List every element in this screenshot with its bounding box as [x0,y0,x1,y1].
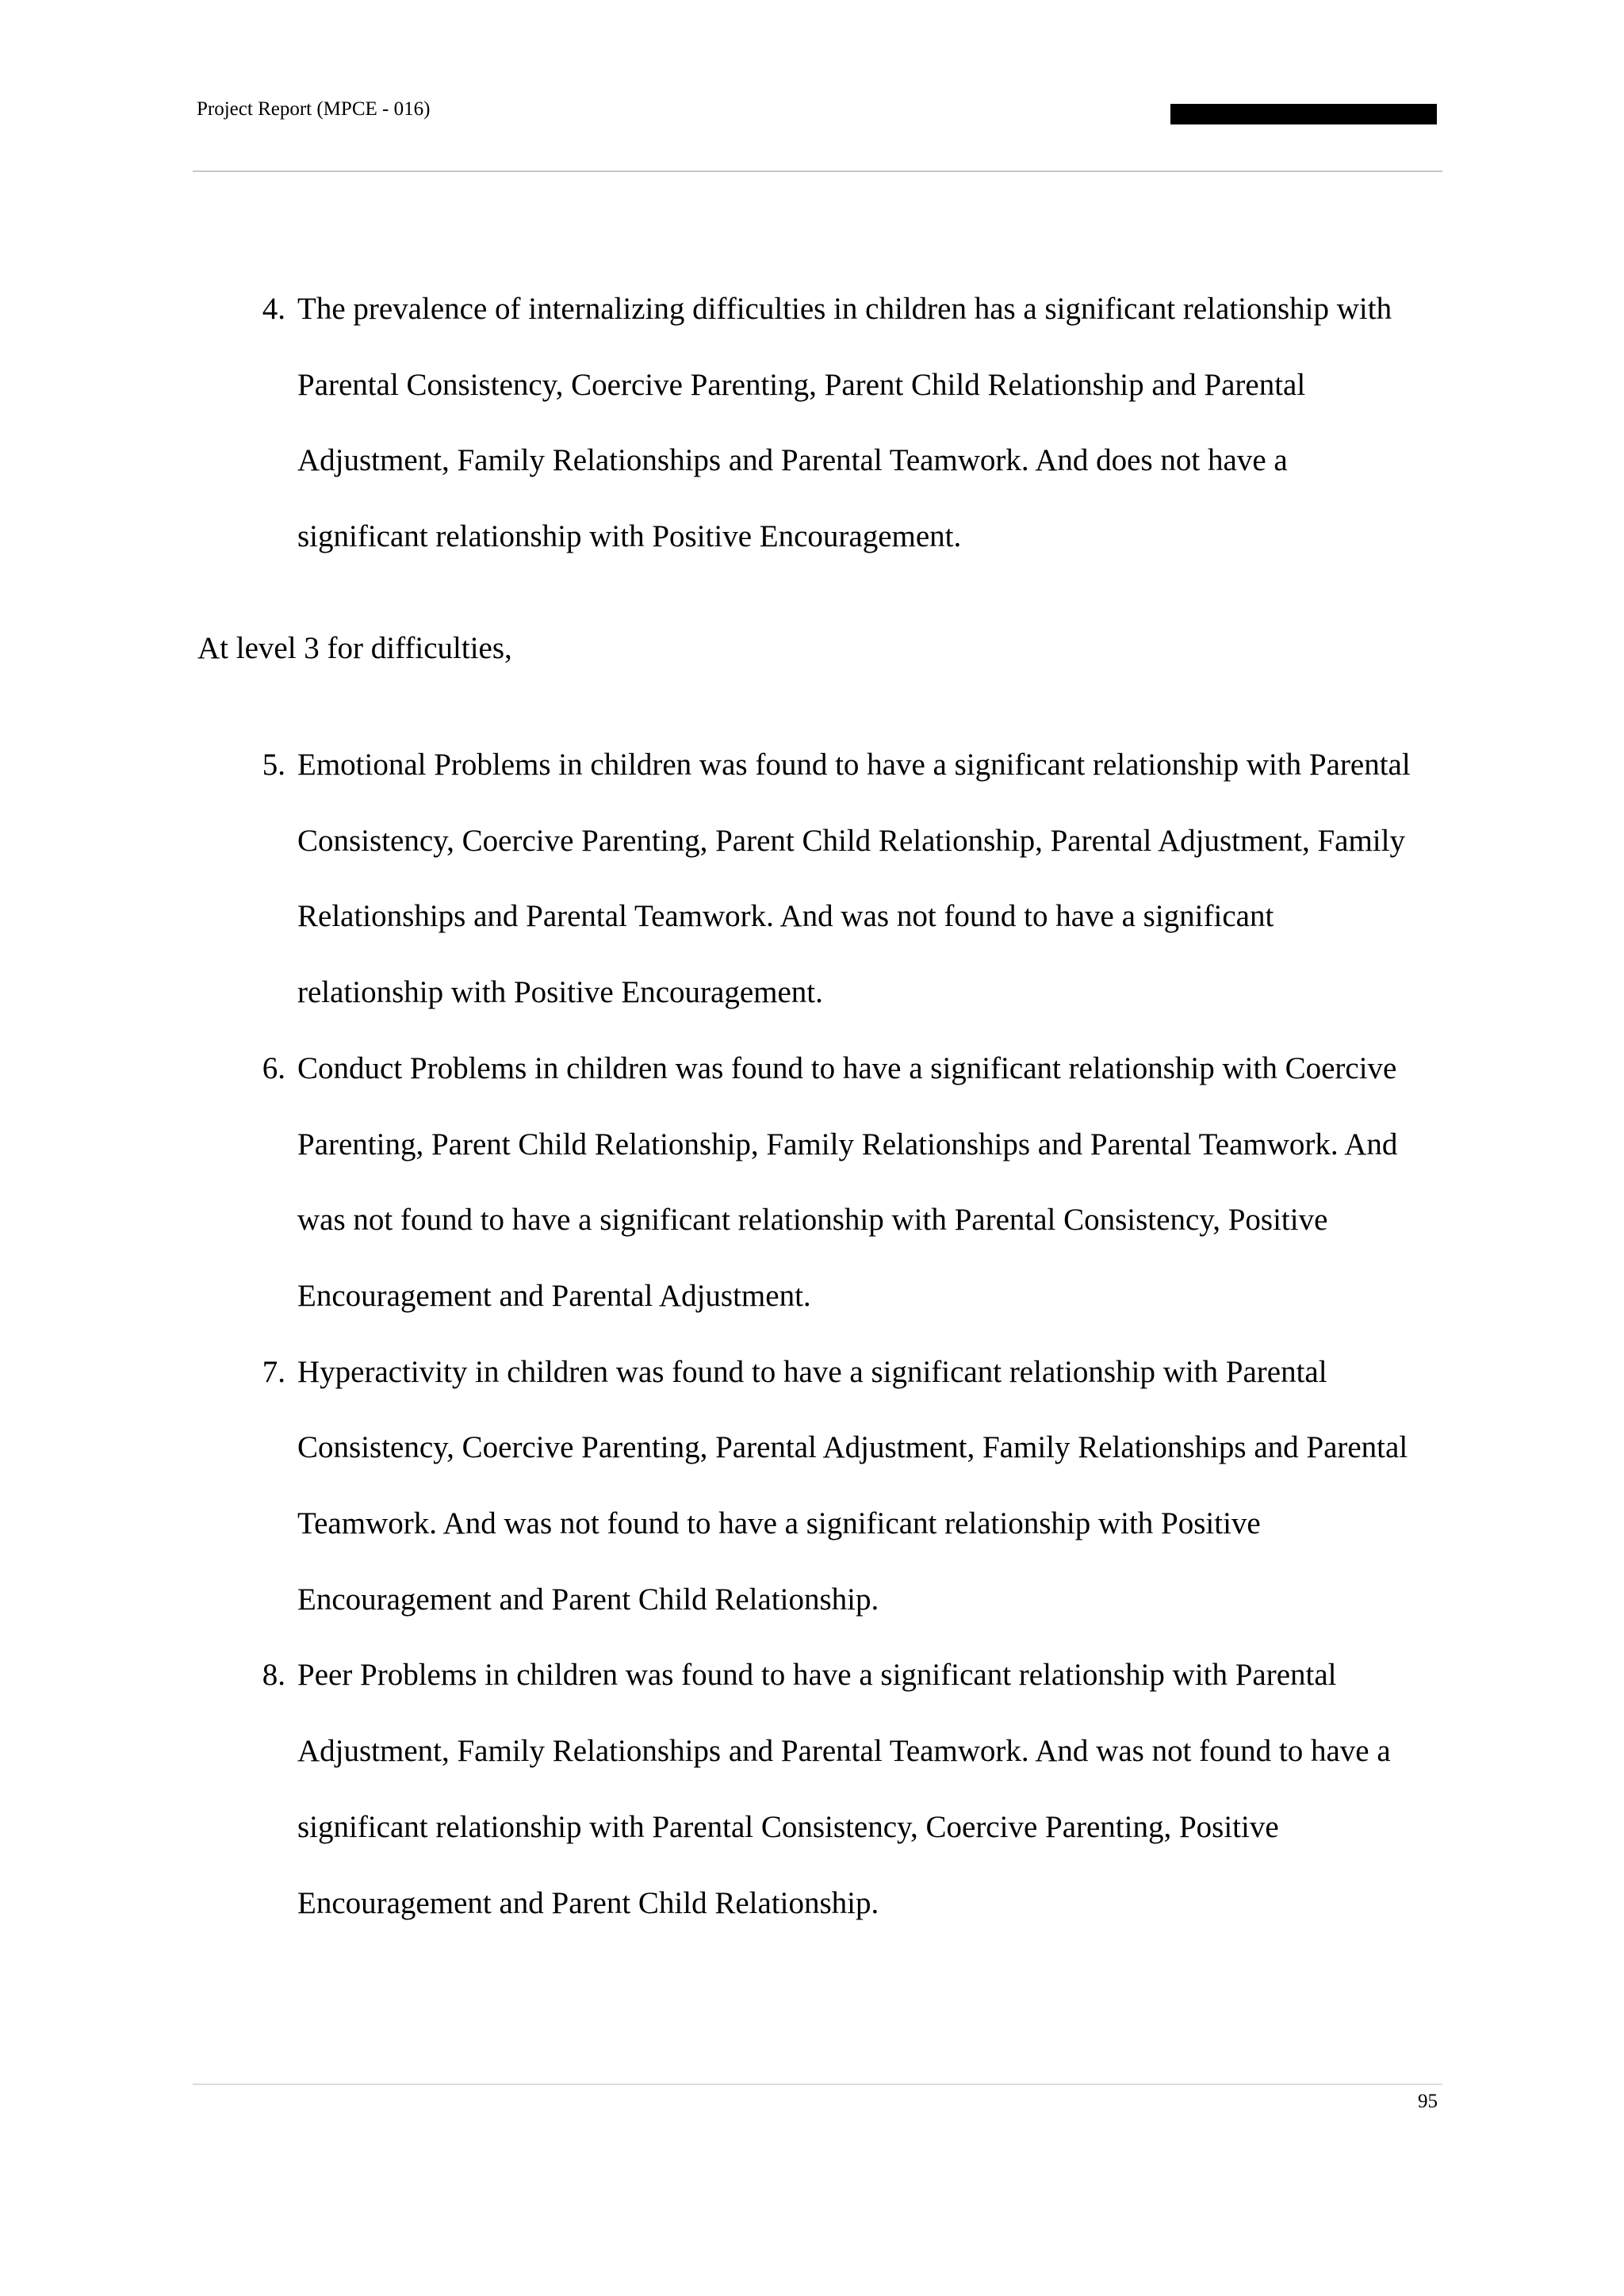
list-item-text: Emotional Problems in children was found to have a significant relationship with Parental Consistency, Coercive Parenting, Parent Child Relationship, Parental Adjustment, Family Relationships and Parental Teamwork. And was not found to have a significant relationship with Positive Encouragement. [297,748,1411,1010]
list-item [262,727,1415,1031]
level-3-intro-paragraph: At level 3 for difficulties, [197,631,512,665]
footer-divider [193,2084,1442,2085]
list-item-number: 5. [262,748,285,782]
list-item-text: Peer Problems in children was found to have a significant relationship with Parental Adjustment, Family Relationships and Parental Teamwork. And was not found to have a significant relationship with Parental Consistency, Coercive Parenting, Positive Encouragement and Parent Child Relationship. [297,1658,1391,1920]
findings-list-part-2 [262,727,1415,1941]
list-item-number: 7. [262,1354,285,1389]
list-item-text: The prevalence of internalizing difficulties in children has a significant relationship with Parental Consistency, Coercive Parenting, Parent Child Relationship and Parental Adjustment, Family Relationships and Parental Teamwork. And does not have a significant relationship with Positive Encouragement. [297,292,1392,554]
list-item-number: 8. [262,1658,285,1693]
list-item [262,1334,1415,1638]
list-item-number: 6. [262,1050,285,1085]
list-item [262,1031,1415,1334]
page-number: 95 [1418,2091,1438,2112]
list-item [262,271,1415,575]
running-header-title: Project Report (MPCE - 016) [197,98,431,120]
list-item-number: 4. [262,292,285,326]
redaction-bar [1170,104,1437,124]
header-divider [193,170,1442,172]
list-item-text: Hyperactivity in children was found to have a significant relationship with Parental Consistency, Coercive Parenting, Parental Adjustment, Family Relationships and Parental Teamwork. And was not found to have a significant relationship with Positive Encouragement and Parent Child Relationship. [297,1354,1408,1617]
findings-list-part-1 [262,271,1415,575]
list-item-text: Conduct Problems in children was found to have a significant relationship with Coercive Parenting, Parent Child Relationship, Family Relationships and Parental Teamwork. And was not found to have a significant relationship with Parental Consistency, Positive Encouragement and Parental Adjustment. [297,1050,1398,1313]
list-item [262,1637,1415,1941]
